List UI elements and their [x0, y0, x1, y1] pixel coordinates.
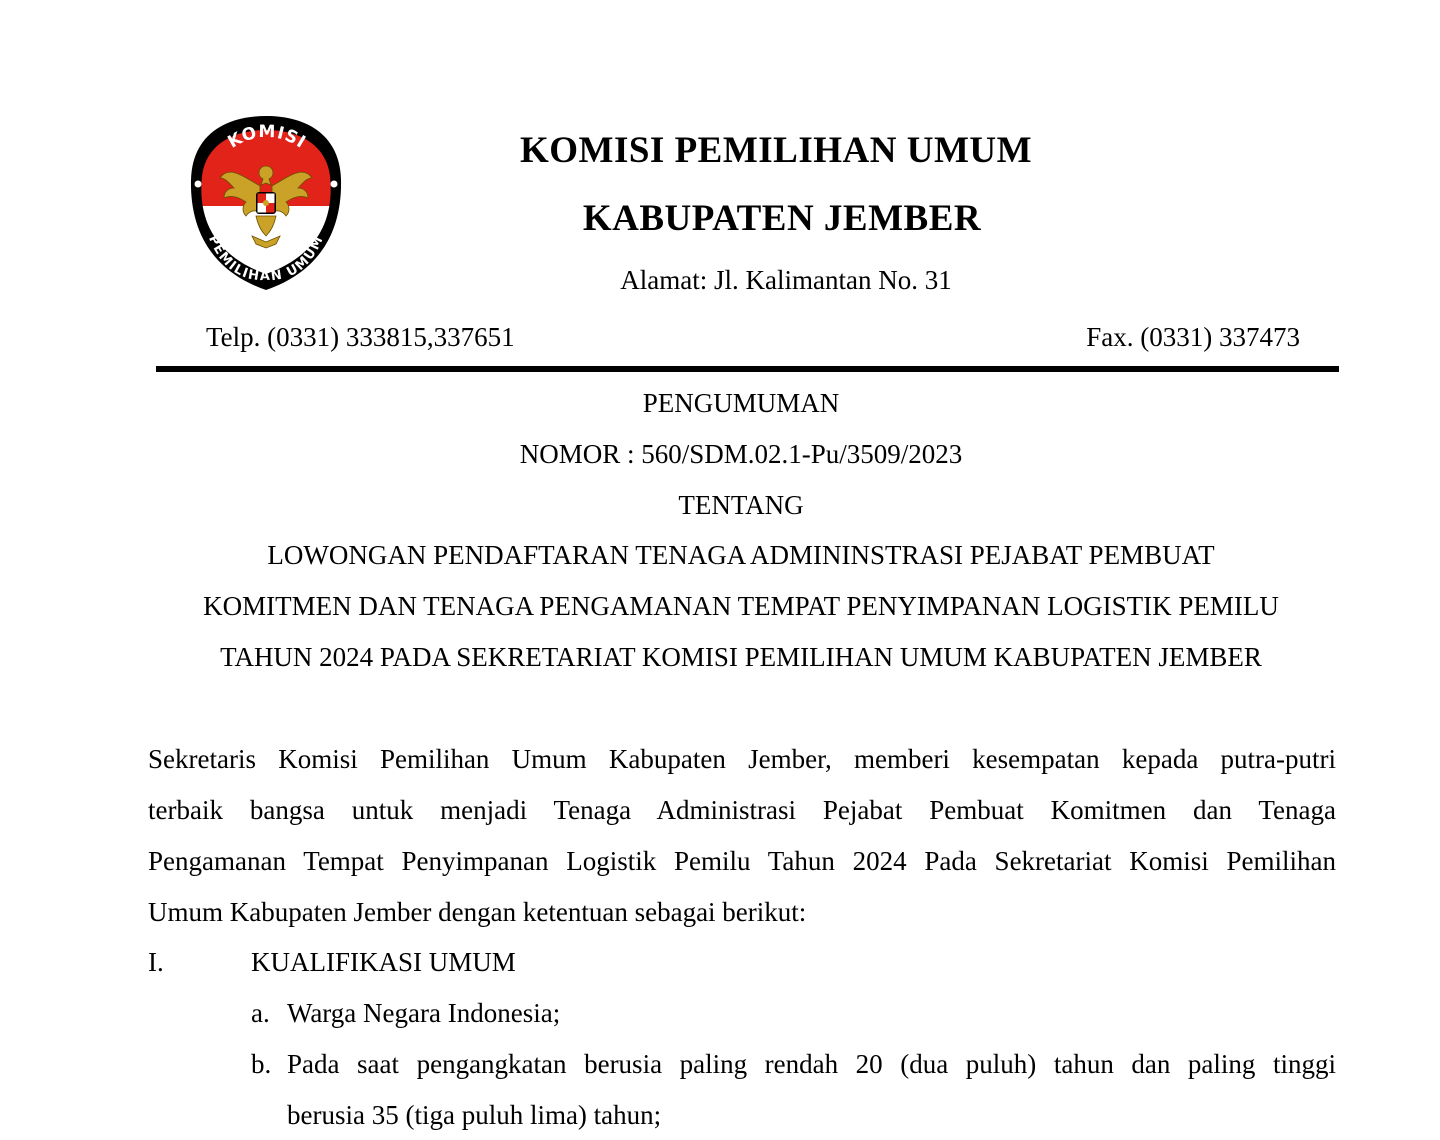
list-item-letter: b. — [251, 1049, 272, 1079]
intro-paragraph-line: Umum Kabupaten Jember dengan ketentuan sebagai berikut: — [148, 897, 807, 927]
list-item-text: Pada saat pengangkatan berusia paling rendah 20 (dua puluh) tahun dan paling tinggi — [287, 1049, 1336, 1079]
logo-top-text: KOMISI — [224, 121, 310, 153]
list-item-text: Warga Negara Indonesia; — [287, 998, 561, 1028]
announcement-subject-line: KOMITMEN DAN TENAGA PENGAMANAN TEMPAT PENYIMPANAN LOGISTIK PEMILU — [203, 591, 1279, 621]
org-fax: Fax. (0331) 337473 — [1086, 322, 1300, 352]
intro-paragraph-line: Pengamanan Tempat Penyimpanan Logistik Pemilu Tahun 2024 Pada Sekretariat Komisi Pemilihan — [148, 846, 1336, 876]
section-title: KUALIFIKASI UMUM — [251, 947, 516, 977]
announcement-subject-line: TAHUN 2024 PADA SEKRETARIAT KOMISI PEMILIHAN UMUM KABUPATEN JEMBER — [220, 642, 1262, 672]
list-item-text: berusia 35 (tiga puluh lima) tahun; — [287, 1100, 662, 1130]
intro-paragraph-line: Sekretaris Komisi Pemilihan Umum Kabupaten Jember, memberi kesempatan kepada putra-putri — [148, 744, 1336, 774]
announcement-title: PENGUMUMAN — [642, 388, 840, 418]
org-name: KOMISI PEMILIHAN UMUM — [519, 130, 1033, 171]
logo-bottom-text: PEMILIHAN UMUM — [205, 232, 327, 285]
org-region: KABUPATEN JEMBER — [582, 198, 982, 239]
org-telephone: Telp. (0331) 333815,337651 — [206, 322, 515, 352]
kpu-logo — [190, 114, 342, 290]
chest-shield-icon — [256, 192, 276, 214]
announcement-about: TENTANG — [678, 490, 804, 520]
section-number: I. — [148, 947, 164, 977]
list-item-letter: a. — [251, 998, 270, 1028]
announcement-subject-line: LOWONGAN PENDAFTARAN TENAGA ADMININSTRASI PEJABAT PEMBUAT — [267, 540, 1215, 570]
org-address: Alamat: Jl. Kalimantan No. 31 — [620, 265, 952, 295]
intro-paragraph-line: terbaik bangsa untuk menjadi Tenaga Administrasi Pejabat Pembuat Komitmen dan Tenaga — [148, 795, 1336, 825]
announcement-number: NOMOR : 560/SDM.02.1-Pu/3509/2023 — [519, 439, 963, 469]
letterhead-divider — [156, 366, 1339, 372]
